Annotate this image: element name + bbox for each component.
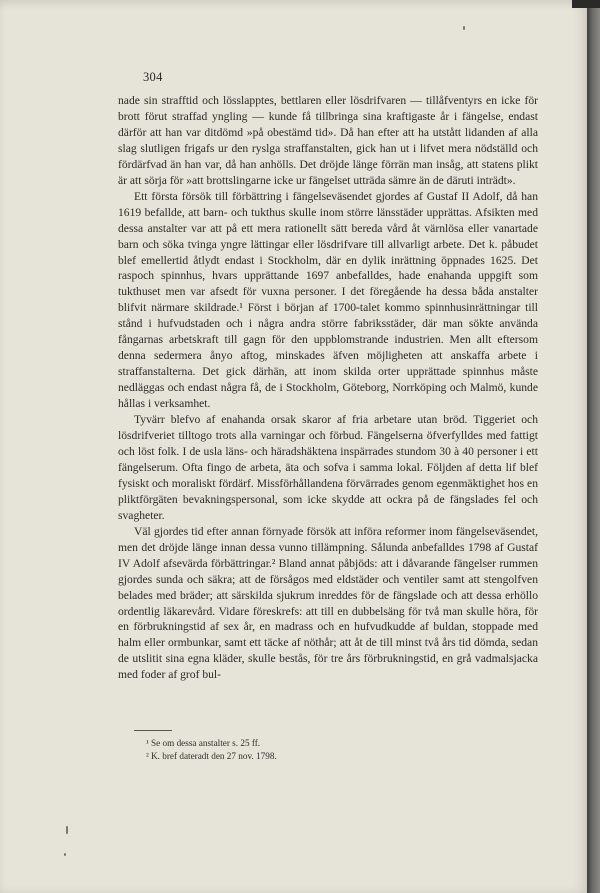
- paper-speck: [66, 826, 68, 834]
- page-number: 304: [143, 70, 163, 84]
- paragraph-4: Väl gjordes tid efter annan förnyade försök att införa reformer inom fängelseväsendet, men det dröjde länge innan dessa vunno tillämpning. Sålunda anbefalldes 1798 af Gustaf IV Adolf afsevärda förbättringar.² Bland annat påbjöds: att i dåvarande fängelser rummen gjordes sunda och säkra; att de försågos med eldstäder och ventiler samt att stengolfven belades med bräder; att särskilda sjukrum inreddes för de fängslade och att dessa erhöllo ordentlig läkarevård. Vidare föreskrefs: att till en dubbelsäng för två man skulle höra, för en förbrukningstid af sex år, en madrass och en hufvudkudde af buldan, stoppade med halm eller ormbunkar, samt ett täcke af nöthår; att åt de till minst två års tid dömda, sedan de utslitit sina egna kläder, skulle bestås, för tre års förbrukningstid, en grå vadmalsjacka med foder af grof bul-: [118, 524, 538, 682]
- body-text: [118, 93, 538, 683]
- paragraph-1: nade sin strafftid och lösslapptes, bettlaren eller lösdrifvaren — tillåfventyrs en icke för brott förut straffad yngling — kunde få tillbringa sina kraftigaste år i fängelse, endast därför att han var ditdömd »på obestämd tid». Då han efter att ha utstått lidanden af alla slag slutligen frigafs ur den ryslga straffanstalten, gick han ut i lifvet mera nödställd och fördärfvad än han var, då han anhölls. Det dröjde länge förrän man insåg, att statens plikt är att sörja för »att brottslingarne icke ur fängelset utträda sämre än de däruti inträdt».: [118, 94, 538, 187]
- footnotes: [146, 737, 526, 762]
- footnote-2: ² K. bref dateradt den 27 nov. 1798.: [146, 750, 277, 761]
- paper-speck: [64, 853, 66, 856]
- footnote-1: ¹ Se om dessa anstalter s. 25 ff.: [146, 738, 261, 748]
- paragraph-3: Tyvärr blefvo af enahanda orsak skaror af fria arbetare utan bröd. Tiggeriet och lösdrifveriet tilltogo trots alla varningar och förbud. Fängelserna öfverfylldes med fattigt och löst folk. I de usla läns- och häradshäktena inspärrades stundom 30 à 40 personer i ett fängelserum. Ofta fingo de arbeta, äta och sofva i samma lokal. Följden af detta lif blef fysiskt och moraliskt fördärf. Missförhållandena förvärrades genom egenmäktighet hos en pliktförgäten bevakningspersonal, som icke skydde att ockra på de fängslades fel och svagheter.: [118, 413, 538, 522]
- paper-speck: [463, 26, 465, 30]
- scan-corner-mark: [572, 0, 600, 8]
- paragraph-2: Ett första försök till förbättring i fängelseväsendet gjordes af Gustaf II Adolf, då han 1619 befallde, att barn- och tukthus skulle inom större länsstäder upprättas. Afsikten med dessa anstalter var att på ett mera rationellt sätt bereda vård åt värnlösa eller vanartade barn och söka tvinga yngre lättingar eller lösdrifvare till allvarligt arbete. Det k. påbudet blef emellertid åtlydt endast i Stockholm, där en dylik inrättning öppnades 1625. Det raspoch spinnhus, hvars upprättande 1697 anbefalldes, hade enahanda uppgift som tukthuset men var afsedt för vuxna personer. I det föregående ha dessa båda anstalter blifvit närmare skildrade.¹ Först i början af 1700-talet kommo spinnhusinrättningar till stånd i hufvudstaden och i några andra större fabriksstäder, där man sökte använda fångarnas arbetskraft till gagn för den uppblomstrande industrien. Men allt eftersom denna sedermera ånyo aftog, minskades äfven möjligheten att anskaffa arbete i straffanstalterna. Det gick därhän, att inom skilda orter upprättade spinnhus måste nedläggas och endast några få, de i Stockholm, Göteborg, Norrköping och Malmö, kunde hållas i verksamhet.: [118, 189, 538, 411]
- footnote-rule: [134, 730, 172, 731]
- scan-edge-shadow: [587, 0, 600, 893]
